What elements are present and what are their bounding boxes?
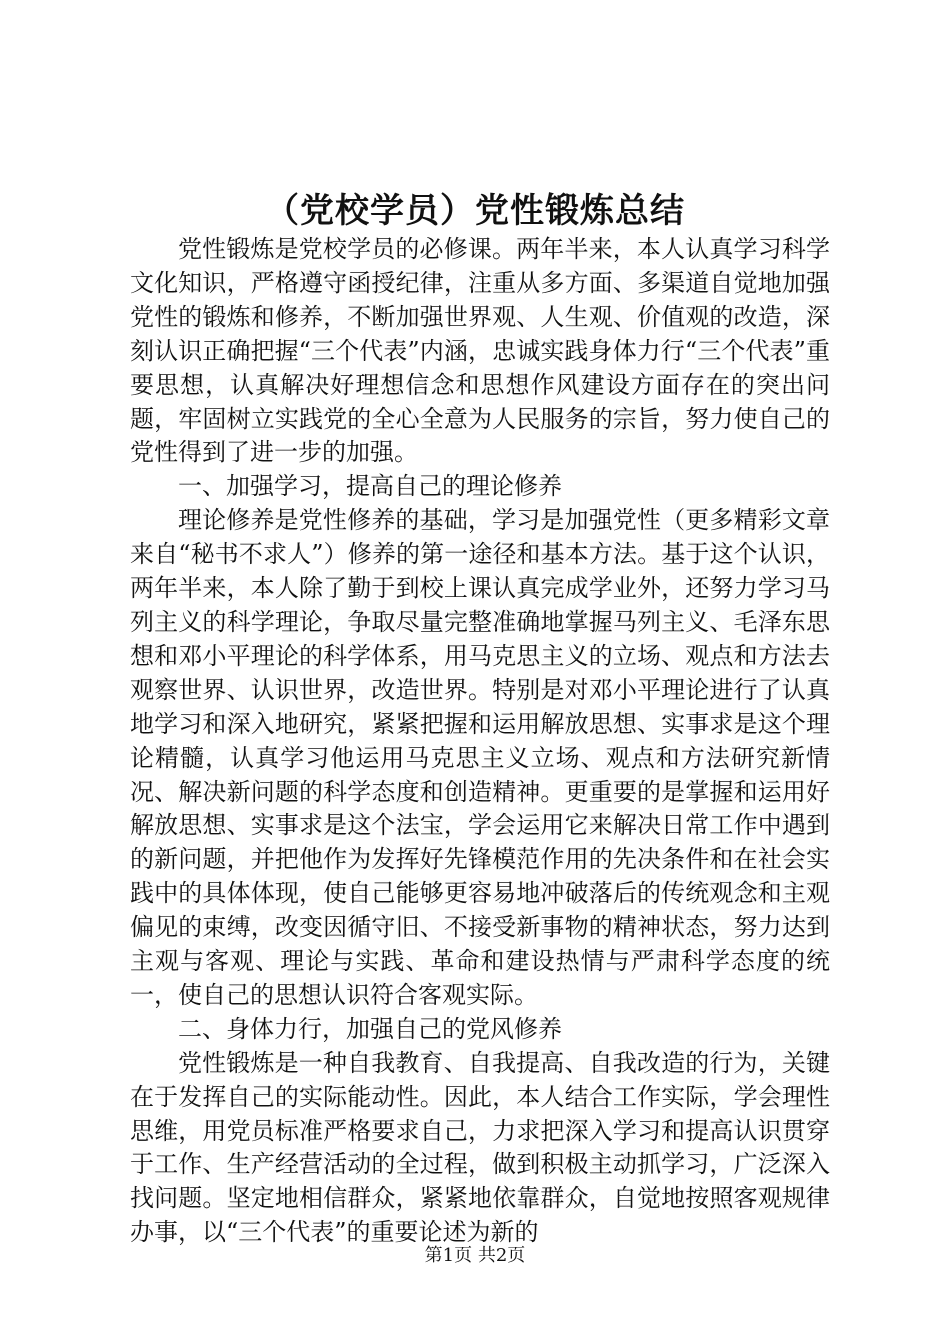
document-body bbox=[130, 233, 830, 1250]
page-number-footer: 第1页 共2页 bbox=[424, 1245, 526, 1266]
section-heading-2: 二、身体力行，加强自己的党风修养 bbox=[178, 1014, 562, 1043]
body-paragraph-practice: 党性锻炼是一种自我教育、自我提高、自我改造的行为，关键在于发挥自己的实际能动性。因此，本人结合工作实际，学会理性思维，用党员标准严格要求自己，力求把深入学习和提高认识贯穿于工作、生产经营活动的全过程，做到积极主动抓学习，广泛深入找问题。坚定地相信群众，紧紧地依靠群众，自觉地按照客观规律办事，以“三个代表”的重要论述为新的 bbox=[130, 1048, 830, 1247]
document-title: （党校学员）党性锻炼总结 bbox=[265, 191, 685, 231]
body-paragraph-intro: 党性锻炼是党校学员的必修课。两年半来，本人认真学习科学文化知识，严格遵守函授纪律，注重从多方面、多渠道自觉地加强党性的锻炼和修养，不断加强世界观、人生观、价值观的改造，深刻认识正确把握“三个代表”内涵，忠诚实践身体力行“三个代表”重要思想，认真解决好理想信念和思想作风建设方面存在的突出问题，牢固树立实践党的全心全意为人民服务的宗旨，努力使自己的党性得到了进一步的加强。 bbox=[130, 235, 830, 467]
section-heading-1: 一、加强学习，提高自己的理论修养 bbox=[178, 472, 562, 501]
body-paragraph-theory: 理论修养是党性修养的基础，学习是加强党性（更多精彩文章来自“秘书不求人”）修养的第一途径和基本方法。基于这个认识，两年半来，本人除了勤于到校上课认真完成学业外，还努力学习马列主义的科学理论，争取尽量完整准确地掌握马列主义、毛泽东思想和邓小平理论的科学体系，用马克思主义的立场、观点和方法去观察世界、认识世界，改造世界。特别是对邓小平理论进行了认真地学习和深入地研究，紧紧把握和运用解放思想、实事求是这个理论精髓，认真学习他运用马克思主义立场、观点和方法研究新情况、解决新问题的科学态度和创造精神。更重要的是掌握和运用好解放思想、实事求是这个法宝，学会运用它来解决日常工作中遇到的新问题，并把他作为发挥好先锋模范作用的先决条件和在社会实践中的具体体现，使自己能够更容易地冲破落后的传统观念和主观偏见的束缚，改变因循守旧、不接受新事物的精神状态，努力达到主观与客观、理论与实践、革命和建设热情与严肃科学态度的统一，使自己的思想认识符合客观实际。 bbox=[130, 506, 830, 1009]
